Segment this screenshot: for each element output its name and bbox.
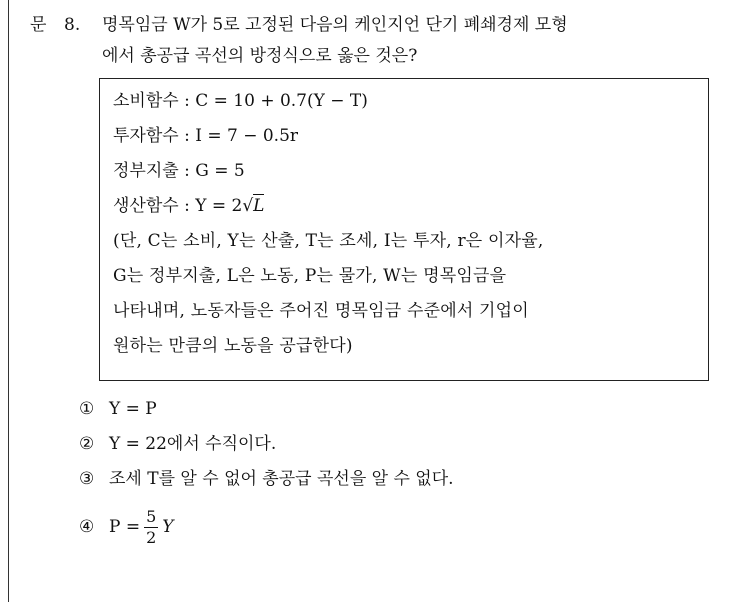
note-line-3: 나타내며, 노동자들은 주어진 명목임금 수준에서 기업이: [113, 301, 529, 321]
question-label: 문: [30, 15, 47, 35]
choice-2-text: Y = 22에서 수직이다.: [109, 434, 277, 454]
production-function-prefix: 생산함수 : Y = 2: [113, 196, 243, 216]
question-stem-line-2: 에서 총공급 곡선의 방정식으로 옳은 것은?: [102, 46, 418, 66]
question-number: 8.: [64, 15, 81, 35]
choice-4-suffix: Y: [162, 516, 174, 537]
conditions-box: [99, 78, 709, 381]
consumption-function: 소비함수 : C = 10 + 0.7(Y − T): [113, 91, 368, 111]
page-left-border: [8, 0, 9, 602]
choice-4-fraction: [144, 507, 158, 548]
choice-3[interactable]: [79, 462, 454, 497]
choice-2-number: ②: [79, 434, 95, 454]
choice-1-number: ①: [79, 399, 95, 419]
note-line-1: (단, C는 소비, Y는 산출, T는 조세, I는 투자, r은 이자율,: [113, 231, 544, 251]
sqrt-sign: √: [242, 196, 254, 216]
choice-4-number: ④: [79, 516, 95, 537]
note-line-4: 원하는 만큼의 노동을 공급한다): [113, 336, 353, 356]
choice-1-text: Y = P: [109, 399, 157, 419]
production-function: [113, 189, 695, 224]
choice-2[interactable]: [79, 427, 454, 462]
government-spending: 정부지출 : G = 5: [113, 161, 245, 181]
fraction-numerator: 5: [146, 506, 157, 526]
production-function-radicand: L: [253, 196, 265, 216]
fraction-denominator: 2: [146, 527, 157, 547]
choice-4[interactable]: [79, 497, 454, 557]
choice-1[interactable]: [79, 392, 454, 427]
answer-choices: [79, 392, 454, 557]
choice-3-number: ③: [79, 469, 95, 489]
question-stem: [102, 10, 752, 72]
question-stem-line-1: 명목임금 W가 5로 고정된 다음의 케인지언 단기 폐쇄경제 모형: [102, 15, 568, 35]
note-line-2: G는 정부지출, L은 노동, P는 물가, W는 명목임금을: [113, 266, 507, 286]
choice-3-text: 조세 T를 알 수 없어 총공급 곡선을 알 수 없다.: [109, 469, 454, 489]
choice-4-prefix: P =: [109, 516, 141, 537]
investment-function: 투자함수 : I = 7 − 0.5r: [113, 126, 299, 146]
